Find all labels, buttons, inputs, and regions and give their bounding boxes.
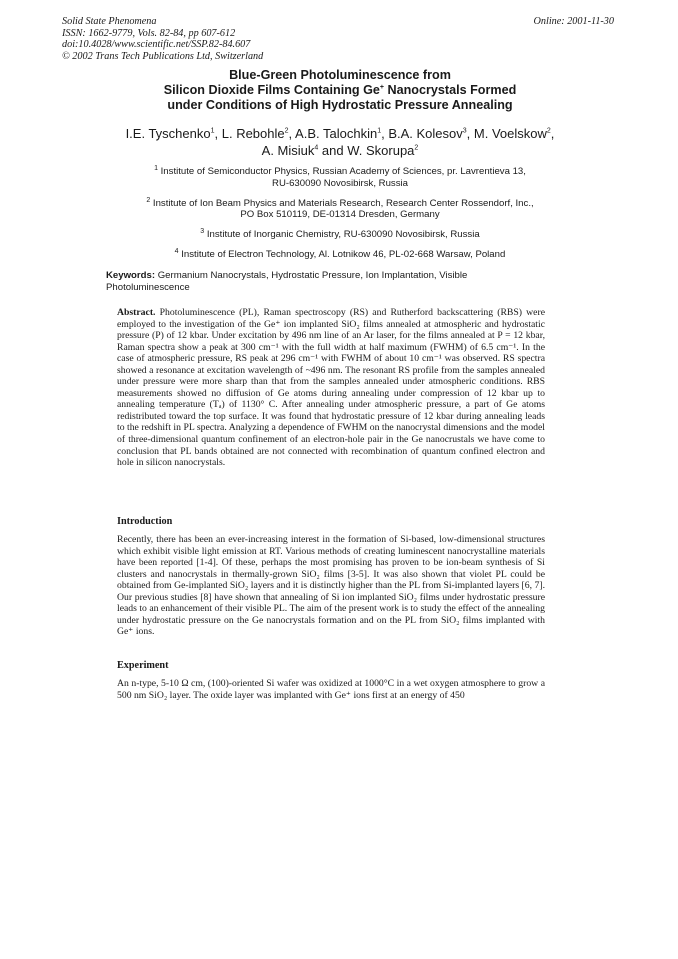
author-separator: , xyxy=(466,126,474,141)
author-affiliation-mark: 4 xyxy=(314,144,319,152)
journal-header xyxy=(62,16,263,62)
author-name: A.B. Talochkin xyxy=(295,126,378,141)
introduction-text: Recently, there has been an ever-increasing interest in the formation of Si-based, low-dimensional structures which exhibit visible light emission at RT. Various methods of creating luminescent nanocrystalline materials have been reported [1-4]. Of these, perhaps the most promising has proven to be ion-beam synthesis of Si clusters and nanocrystals in thermally-grown SiO₂ films [3-5]. It was also shown that violet PL could be obtained from Ge-implanted SiO₂ layers and it is distinctly higher than the PL from Si-implanted layers [6, 7]. Our previous studies [8] have shown that annealing of Si ion implanted SiO₂ films under hydrostatic pressure leads to an enhancement of their visible PL. The aim of the present work is to study the effect of the annealing under hydrostatic pressure on the Ge nanocrystals formation and on the PL from SiO₂ films implanted with Ge⁺ ions. xyxy=(117,534,545,638)
author-3 xyxy=(295,126,388,141)
affiliation-number: 4 xyxy=(174,247,179,255)
abstract-label: Abstract. xyxy=(117,307,156,318)
author-name: M. Voelskow xyxy=(473,126,547,141)
abstract xyxy=(117,307,545,469)
author-6 xyxy=(262,143,348,158)
affiliation-4 xyxy=(70,249,610,261)
experiment-text: An n-type, 5-10 Ω cm, (100)-oriented Si wafer was oxidized at 1000°C in a wet oxygen atmosphere to grow a 500 nm SiO₂ layer. The oxide layer was implanted with Ge⁺ ions first at an energy of 450 xyxy=(117,678,545,701)
author-name: A. Misiuk xyxy=(261,142,315,158)
author-name: W. Skorupa xyxy=(347,142,415,158)
author-affiliation-mark: 1 xyxy=(210,127,215,135)
experiment-heading: Experiment xyxy=(117,660,169,671)
author-separator: , xyxy=(214,126,222,141)
affiliation-line: Institute of Electron Technology, Al. Lotnikow 46, PL-02-668 Warsaw, Poland xyxy=(181,249,506,260)
title-ge-charge: + xyxy=(379,83,385,91)
affiliation-line: Institute of Semiconductor Physics, Russian Academy of Sciences, pr. Lavrentieva 13, xyxy=(160,166,526,177)
affiliation-number: 2 xyxy=(146,196,151,204)
online-date: Online: 2001-11-30 xyxy=(533,16,614,27)
affiliation-line: PO Box 510119, DE-01314 Dresden, Germany xyxy=(240,209,440,220)
author-name: I.E. Tyschenko xyxy=(125,126,211,141)
author-separator: , xyxy=(381,126,389,141)
affiliation-number: 1 xyxy=(154,164,158,172)
author-2 xyxy=(222,126,295,141)
author-separator: , xyxy=(550,126,555,141)
issn-line: ISSN: 1662-9779, Vols. 82-84, pp 607-612 xyxy=(62,27,236,39)
keywords-text: Germanium Nanocrystals, Hydrostatic Pressure, Ion Implantation, Visible Photoluminescence xyxy=(106,270,468,293)
affiliation-line: Institute of Inorganic Chemistry, RU-630090 Novosibirsk, Russia xyxy=(206,229,480,240)
author-separator: , xyxy=(288,126,296,141)
affiliation-1 xyxy=(70,166,610,189)
keywords-label: Keywords: xyxy=(106,270,156,281)
author-affiliation-mark: 2 xyxy=(414,144,419,152)
paper-title xyxy=(60,68,620,112)
title-line-1: Blue-Green Photoluminescence from xyxy=(229,68,451,82)
affiliation-line: RU-630090 Novosibirsk, Russia xyxy=(272,177,408,189)
affiliation-2 xyxy=(70,198,610,221)
author-affiliation-mark: 2 xyxy=(546,127,551,135)
author-4 xyxy=(388,126,474,141)
affiliation-list xyxy=(70,166,610,269)
abstract-text: Photoluminescence (PL), Raman spectroscopy (RS) and Rutherford backscattering (RBS) were employed to the investigation of the Ge⁺ ion implanted SiO₂ films annealed at atmospheric and hydrostatic pressure (P) of 12 kbar. Under excitation by 496 nm line of an Ar laser, for the films annealed at P = 12 kbar, Raman spectra show a peak at 300 cm⁻¹ with the full width at half maximum (FWHM) of 6.5 cm⁻¹. In the case of atmospheric pressure, RS peak at 296 cm⁻¹ with FWHM of about 10 cm⁻¹ was observed. RS spectra showed a resonance at excitation wavelength of ~496 nm. The resonant RS profile from the samples annealed under pressure were more sharp than that from the samples annealed under atmospheric conditions. RBS measurements showed no diffusion of Ge atoms during annealing under compression of 12 kbar up to annealing temperature (Tₐ) of 1130° C. After annealing under atmospheric pressure, a part of Ge atoms redistributed toward the top surface. It was found that hydrostatic pressure of 12 kbar during annealing leads to the redshift in PL spectra. Analyzing a dependence of FWHM on the nanocrystal dimensions and the model of three-dimensional quantum confinement of an electron-hole pair in the Ge nanocrustals we have come to conclusion that PL bands obtained are not connected with recombination of quantum confined electron and hole in silicon nanocrystals. xyxy=(117,307,545,469)
author-7 xyxy=(347,143,418,158)
affiliation-number: 3 xyxy=(200,227,205,235)
author-name: B.A. Kolesov xyxy=(388,126,463,141)
author-affiliation-mark: 1 xyxy=(377,127,382,135)
title-line-2-post: Nanocrystals Formed xyxy=(384,82,517,97)
title-line-2-pre: Silicon Dioxide Films Containing Ge xyxy=(163,82,380,97)
introduction-heading: Introduction xyxy=(117,516,173,527)
title-line-3: under Conditions of High Hydrostatic Pressure Annealing xyxy=(167,97,513,112)
author-5 xyxy=(474,126,555,141)
affiliation-line: Institute of Ion Beam Physics and Materials Research, Research Center Rossendorf, Inc., xyxy=(152,197,534,209)
author-list xyxy=(60,126,620,159)
author-affiliation-mark: 2 xyxy=(284,127,289,135)
copyright-line: © 2002 Trans Tech Publications Ltd, Switzerland xyxy=(62,50,264,62)
author-1 xyxy=(126,126,222,141)
affiliation-3 xyxy=(70,229,610,241)
author-affiliation-mark: 3 xyxy=(462,127,467,135)
keywords xyxy=(106,270,526,293)
title-line-2 xyxy=(60,83,620,98)
journal-name: Solid State Phenomena xyxy=(62,16,157,27)
doi-line[interactable]: doi:10.4028/www.scientific.net/SSP.82-84.607 xyxy=(62,39,251,50)
author-name: L. Rebohle xyxy=(221,126,285,141)
author-separator: and xyxy=(318,142,348,158)
